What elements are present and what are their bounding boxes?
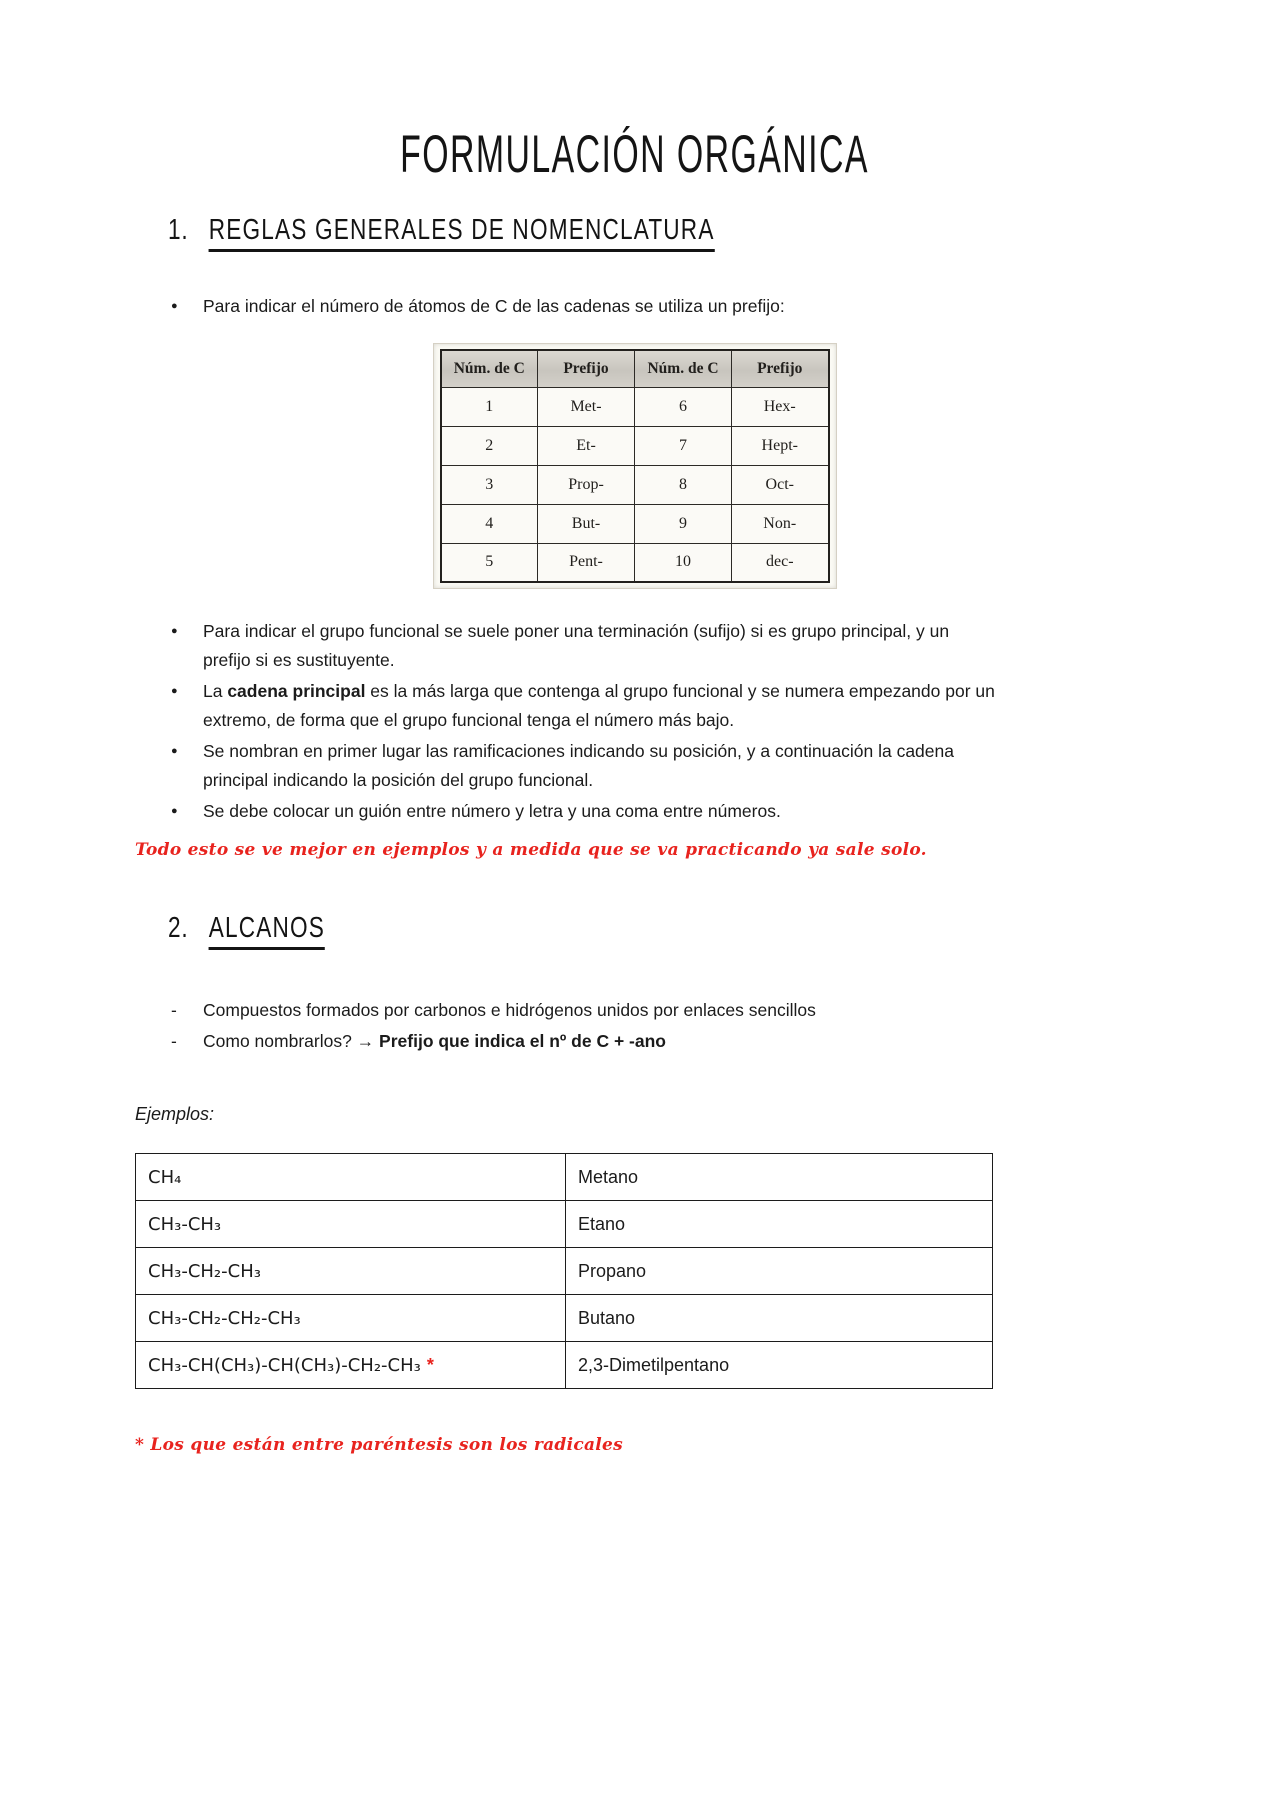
- name-cell: Propano: [566, 1248, 993, 1295]
- section2-heading: [135, 912, 1134, 954]
- section1-title: REGLAS GENERALES DE NOMENCLATURA: [209, 214, 715, 252]
- rule-bullet: [135, 797, 1000, 826]
- table-row: [136, 1201, 993, 1248]
- point-text-bold: Prefijo que indica el nº de C + -ano: [379, 1031, 666, 1051]
- footnote-marker: *: [426, 1354, 434, 1375]
- prefix-cell: 8: [635, 465, 732, 504]
- prefix-header-cell: Prefijo: [538, 350, 635, 387]
- table-row: [136, 1248, 993, 1295]
- bullet-icon: ●: [171, 300, 178, 312]
- prefix-cell: Hept-: [732, 426, 829, 465]
- prefix-cell: But-: [538, 504, 635, 543]
- bullet-icon: ●: [171, 625, 178, 637]
- alkane-examples-table: [135, 1153, 993, 1389]
- name-cell: Metano: [566, 1154, 993, 1201]
- section1-heading: [135, 214, 1134, 256]
- handwritten-note: Todo esto se ve mejor en ejemplos y a medida que se va practicando ya sale solo.: [135, 840, 927, 860]
- prefix-cell: dec-: [732, 543, 829, 582]
- bullet-icon: ●: [171, 685, 178, 697]
- rule-text: La cadena principal es la más larga que contenga al grupo funcional y se numera empezando por un extremo, de forma que el grupo funcional tenga el número más bajo.: [203, 681, 995, 730]
- dash-item: [135, 1027, 1000, 1056]
- table-row: [441, 387, 829, 426]
- prefix-cell: Prop-: [538, 465, 635, 504]
- rule-text: Se nombran en primer lugar las ramificaciones indicando su posición, y a continuación la cadena principal indicando la posición del grupo funcional.: [203, 741, 954, 790]
- prefix-table: [440, 349, 830, 583]
- rule-text: Para indicar el número de átomos de C de las cadenas se utiliza un prefijo:: [203, 296, 785, 316]
- formula-cell: CH₃-CH₂-CH₂-CH₃: [136, 1295, 566, 1342]
- handwritten-footnote: * Los que están entre paréntesis son los radicales: [135, 1435, 624, 1455]
- table-row: [136, 1342, 993, 1389]
- prefix-cell: 4: [441, 504, 538, 543]
- rule-text: Se debe colocar un guión entre número y letra y una coma entre números.: [203, 801, 781, 821]
- rule-bullet: [135, 292, 1000, 321]
- prefix-cell: 6: [635, 387, 732, 426]
- table-row: [441, 426, 829, 465]
- name-cell: 2,3-Dimetilpentano: [566, 1342, 993, 1389]
- prefix-table-header-row: [441, 350, 829, 387]
- rule-bullet: [135, 677, 1000, 735]
- name-cell: Butano: [566, 1295, 993, 1342]
- section1-number: 1.: [168, 214, 189, 246]
- section2-number: 2.: [168, 912, 189, 944]
- table-row: [136, 1295, 993, 1342]
- intro-bullet-list: [135, 292, 1134, 321]
- point-text: Compuestos formados por carbonos e hidrógenos unidos por enlaces sencillos: [203, 1000, 816, 1020]
- page-title: [135, 123, 1134, 184]
- rule-text: Para indicar el grupo funcional se suele poner una terminación (sufijo) si es grupo principal, y un prefijo si es sustituyente.: [203, 621, 950, 670]
- prefix-cell: Hex-: [732, 387, 829, 426]
- prefix-cell: 10: [635, 543, 732, 582]
- prefix-cell: Met-: [538, 387, 635, 426]
- bullet-icon: ●: [171, 745, 178, 757]
- prefix-cell: 2: [441, 426, 538, 465]
- table-row: [441, 543, 829, 582]
- formula-cell: CH₃-CH₂-CH₃: [136, 1248, 566, 1295]
- prefix-cell: Pent-: [538, 543, 635, 582]
- prefix-cell: Non-: [732, 504, 829, 543]
- prefix-cell: Et-: [538, 426, 635, 465]
- table-row: [136, 1154, 993, 1201]
- alkanes-points-list: [135, 996, 1134, 1056]
- dash-icon: -: [171, 1031, 177, 1051]
- formula-cell: CH₃-CH(CH₃)-CH(CH₃)-CH₂-CH₃ *: [136, 1342, 566, 1389]
- examples-label: Ejemplos:: [135, 1104, 215, 1124]
- prefix-cell: 3: [441, 465, 538, 504]
- point-text: Como nombrarlos? → Prefijo que indica el nº de C + -ano: [203, 1031, 666, 1051]
- name-cell: Etano: [566, 1201, 993, 1248]
- prefix-header-cell: Prefijo: [732, 350, 829, 387]
- nomenclature-rules-list: [135, 617, 1134, 826]
- prefix-table-scan: [135, 343, 1134, 589]
- table-row: [441, 504, 829, 543]
- rule-bullet: [135, 617, 1000, 675]
- dash-item: [135, 996, 1000, 1025]
- rule-text-bold: cadena principal: [227, 681, 366, 701]
- formula-cell: CH₃-CH₃: [136, 1201, 566, 1248]
- page-title-text: FORMULACIÓN ORGÁNICA: [400, 123, 869, 184]
- prefix-cell: 5: [441, 543, 538, 582]
- bullet-icon: ●: [171, 805, 178, 817]
- prefix-cell: Oct-: [732, 465, 829, 504]
- prefix-cell: 7: [635, 426, 732, 465]
- prefix-header-cell: Núm. de C: [635, 350, 732, 387]
- section2-title: ALCANOS: [209, 912, 325, 950]
- prefix-cell: 1: [441, 387, 538, 426]
- dash-icon: -: [171, 1000, 177, 1020]
- prefix-cell: 9: [635, 504, 732, 543]
- rule-bullet: [135, 737, 1000, 795]
- prefix-header-cell: Núm. de C: [441, 350, 538, 387]
- formula-cell: CH₄: [136, 1154, 566, 1201]
- table-row: [441, 465, 829, 504]
